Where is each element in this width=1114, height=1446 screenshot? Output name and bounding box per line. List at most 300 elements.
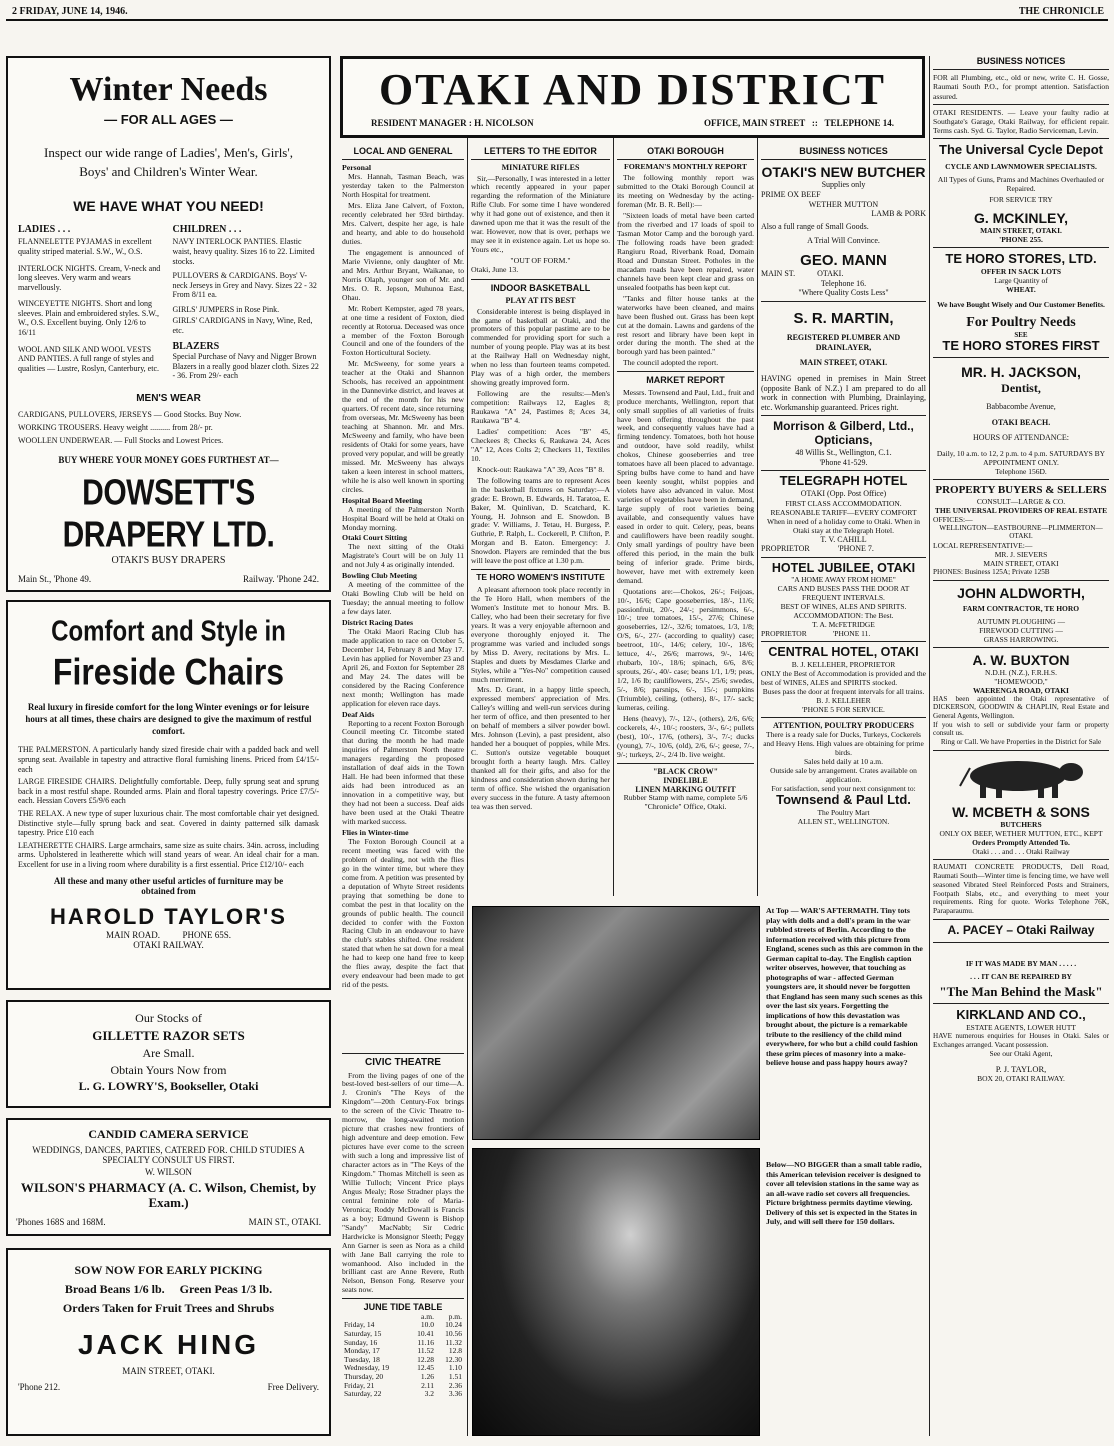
- divider: [761, 301, 926, 302]
- chair-item: THE PALMERSTON. A particularly handy sized fireside chair with a padded back and well sprung seat. Available in tapestry and attractive floral furnishing linens. Priced from £4/15/- each: [18, 745, 319, 774]
- news-paragraph: A meeting of the committee of the Otaki Bowling Club will be held on Tuesday; the annual meeting to follow a few days later.: [342, 580, 464, 617]
- ad-line: "Where Quality Costs Less": [798, 288, 889, 298]
- buy-line: BUY WHERE YOUR MONEY GOES FURTHEST AT—: [58, 455, 279, 466]
- ad-line: LAMB & PORK: [871, 209, 926, 219]
- ad-line: Are Small.: [142, 1045, 195, 1060]
- tide-pm: 12.8: [448, 1346, 462, 1356]
- ad-line: AUTUMN PLOUGHING —: [977, 616, 1065, 626]
- tide-am-header: a.m.: [421, 1311, 434, 1321]
- ad-line: HOURS OF ATTENDANCE:: [972, 433, 1069, 443]
- ad-line: WILSON'S PHARMACY (A. C. Wilson, Chemist, by Exam.): [20, 1179, 317, 1210]
- ad-line: See our Otaki Agent,: [989, 1049, 1053, 1059]
- divider: [933, 357, 1109, 358]
- ad-title: PROPERTY BUYERS & SELLERS: [935, 484, 1107, 497]
- ad-line: Supplies only: [821, 180, 866, 190]
- ad-line: MAIN STREET, OTAKI.: [980, 226, 1062, 236]
- ad-line: WELLINGTON—EASTBOURNE—PLIMMERTON—OTAKI.: [939, 523, 1103, 541]
- television-photo: [472, 1148, 760, 1436]
- ad-line: Dentist,: [1001, 381, 1041, 396]
- ad-line: L. G. LOWRY'S, Bookseller, Otaki: [78, 1079, 259, 1094]
- section-title: OTAKI AND DISTRICT: [378, 65, 887, 114]
- ad-line: Sales held daily at 10 a.m.: [804, 756, 883, 766]
- column-rule: [467, 138, 468, 1436]
- ad-line: "A HOME AWAY FROM HOME": [791, 575, 896, 585]
- letter-place: Otaki, June 13.: [471, 265, 519, 275]
- news-paragraph: Mrs. Eliza Jane Calvert, of Foxton, recently celebrated her 93rd birthday. Mrs. Calvert, despite her age, is hale and hearty, and able to do household duties.: [342, 201, 464, 246]
- tide-day: Monday, 17: [344, 1346, 380, 1356]
- news-paragraph: "Tanks and filter house tanks at the waterworks have been cleaned, and mains have been flushed out. Grass has been kept cut at the domain. Lawns and gardens of the rest resort and library have been kept in order during the month. The shed at the borough yard has been painted.": [617, 293, 754, 357]
- children-heading: CHILDREN . . .: [172, 223, 242, 235]
- tide-day: Wednesday, 19: [344, 1363, 390, 1373]
- subheading: Hospital Board Meeting: [342, 495, 423, 505]
- letter-body: Sir,—Personally, I was interested in a letter which recently appeared in your paper regarding the reformation of the Miniature Rifle Club. For some time I have wondered why it had gone out of existence, and then it dawned upon me that it was the result of the war. However, now that is over, perhaps we may see it in existence again. Let us hope so. Yours etc.,: [471, 173, 610, 255]
- camera-contact: [16, 1217, 321, 1227]
- crow-line: "Chronicle" Office, Otaki.: [644, 802, 727, 812]
- news-paragraph: Ladies' competition: Aces "B" 45, Checkees 8; Checks 6, Raukawa 24, Aces "A" 12, Aces Colts 2; Checkers 11, Textiles 10.: [471, 426, 610, 463]
- ad-line: "The Man Behind the Mask": [939, 983, 1103, 999]
- ad-line: W. WILSON: [145, 1167, 192, 1178]
- subheading: PLAY AT ITS BEST: [505, 296, 576, 306]
- ad-line: LOCAL REPRESENTATIVE:—: [933, 540, 1033, 550]
- ad-title: A. PACEY – Otaki Railway: [947, 923, 1095, 938]
- ad-line: Large Quantity of: [994, 275, 1048, 285]
- news-paragraph: The following monthly report was submitted to the Otaki Borough Council at its meeting on Wednesday by the acting-foreman (Mr. B. R. Bell):—: [617, 173, 754, 210]
- news-paragraph: A pleasant afternoon took place recently in the Te Horo Hall, when members of the Women's Institute met to honour Mrs. B. Calley, who had been their secretary for five years. It was a very enjoyable afternoon and everyone thoroughly enjoyed it. The programme was varied and included songs by Miss D. Avery, recitations by Mrs. L. Staples and duets by Mesdames Clarke and Styles, while a "Yes-No" competition caused much merriment.: [471, 585, 610, 684]
- news-paragraph: Hens (heavy), 7/-, 12/-, (others), 2/6, 6/6; cockerels, 4/-, 10/-; roosters, 3/-, 6/-; pullets (best), 10/-, 17/6, (others), 3/-, 7/-; ducks (young), 7/-, 10/6, (old), 2/6, 6/-; geese, 7/-, 9/-; turkeys, 2/-, 2/4 lb. live weight.: [617, 713, 754, 759]
- ad-title: S. R. MARTIN,: [793, 310, 894, 328]
- ad-line: Also a full range of Small Goods.: [761, 221, 869, 231]
- crow-line: "BLACK CROW": [652, 766, 719, 776]
- divider: [617, 371, 754, 372]
- tide-pm: 10.24: [445, 1320, 462, 1330]
- ad-line: FARM CONTRACTOR, TE HORO: [962, 603, 1080, 613]
- section-heading: CIVIC THEATRE: [365, 1057, 441, 1068]
- ad-line: Otaki . . . and . . . Otaki Railway: [972, 846, 1070, 856]
- ad-line: ONLY OX BEEF, WETHER MUTTON, ETC., KEPT: [939, 828, 1103, 838]
- ad-line: There is a ready sale for Ducks, Turkeys, Cockerels and Heavy Hens. High values are obtaining for prime birds.: [763, 729, 924, 757]
- ad-title: ATTENTION, POULTRY PRODUCERS: [773, 720, 914, 730]
- subheading: FOREMAN'S MONTHLY REPORT: [623, 162, 748, 172]
- mens-item: CARDIGANS, PULLOVERS, JERSEYS — Good Stocks. Buy Now.: [18, 410, 242, 420]
- tide-am: 10.0: [420, 1320, 434, 1330]
- shop-address-railway: Railway. 'Phone 242.: [242, 574, 319, 585]
- banner-info: [343, 118, 922, 128]
- letters-column: [471, 146, 610, 886]
- ad-line: B. J. KELLEHER: [816, 695, 871, 705]
- ad-title: JOHN ALDWORTH,: [957, 584, 1085, 601]
- divider: [761, 641, 926, 642]
- ad-line: OTAKI RESIDENTS. — Leave your faulty radio at Southgate's Garage, Otaki Railway, for efficient repair. Terms cash. Syd. G. Taylor, Radio Serviceman, Levin.: [933, 107, 1109, 135]
- tide-am: 1.26: [420, 1372, 434, 1382]
- ad-line: MAIN ST. OTAKI.: [761, 269, 844, 279]
- ad-line: Broad Beans 1/6 lb. Green Peas 1/3 lb.: [64, 1281, 273, 1296]
- ad-line: MAIN STREET, OTAKI.: [799, 358, 888, 368]
- ad-line: WEDDINGS, DANCES, PARTIES, CATERED FOR. CHILD STUDIES A SPECIALTY CONSULT US FIRST.: [32, 1144, 305, 1166]
- news-paragraph: Mr. Robert Kempster, aged 78 years, at one time a resident of Foxton, died recently at Rotorua. Deceased was once a member of the Foxton Borough Council and one of the founders of the Foxton Horticultural Society.: [342, 303, 464, 358]
- shop-address: MAIN ROAD. PHONE 65S.: [105, 929, 231, 940]
- tide-day: Thursday, 20: [344, 1372, 384, 1382]
- tide-am: 10.41: [417, 1328, 434, 1338]
- otaki-district-banner: [340, 56, 925, 138]
- shop-name: G. MCKINLEY,: [973, 209, 1069, 226]
- ad-line: HAS been appointed the Otaki representative of DICKERSON, GOODWIN & CHAPLIN, Real Estate and General Agents, Wellington.: [933, 694, 1109, 721]
- subheading: Deaf Aids: [342, 709, 375, 719]
- ad-line: FOR SERVICE TRY: [989, 194, 1053, 204]
- divider: [933, 647, 1109, 648]
- ad-line: RAUMATI CONCRETE PRODUCTS, Dell Road, Raumati South—Winter time is fencing time, we have well seasoned Vibrated Steel Reinforced Posts and Strainers, Footpath Slabs, etc., and everything to meet your requirements. Ring for quote. Works Telephone 76K, Paraparaumu.: [933, 861, 1109, 916]
- children-column: [173, 224, 320, 381]
- ad-title: HOTEL JUBILEE, OTAKI: [771, 560, 916, 575]
- ad-slogan: WE HAVE WHAT YOU NEED!: [73, 197, 264, 214]
- ad-title: Morrison & Gilberd, Ltd., Opticians,: [773, 419, 914, 448]
- ad-line: T. A. McFETRIDGE: [812, 620, 875, 630]
- section-heading: JUNE TIDE TABLE: [363, 1302, 443, 1313]
- ad-line: OTAKI BEACH.: [991, 417, 1051, 427]
- resident-manager: RESIDENT MANAGER : H. NICOLSON: [371, 117, 534, 128]
- ad-line: TE HORO STORES FIRST: [942, 338, 1100, 354]
- divider: [933, 104, 1109, 105]
- mens-item: WOOLLEN UNDERWEAR. — Full Stocks and Lowest Prices.: [18, 435, 224, 445]
- ad-line: CARS AND BUSES PASS THE DOOR AT FREQUENT INTERVALS.: [777, 584, 910, 603]
- divider: [933, 942, 1109, 943]
- tide-day: Friday, 14: [344, 1320, 375, 1330]
- ad-line: PHONES: Business 125A; Private 125B: [933, 567, 1050, 576]
- ad-footer: All these and many other useful articles of furniture may be obtained from: [53, 875, 284, 896]
- subheading: Otaki Court Sitting: [342, 533, 407, 543]
- section-heading: LETTERS TO THE EDITOR: [471, 146, 610, 160]
- tide-am: 12.28: [417, 1354, 434, 1364]
- news-paragraph: Quotations are:—Chokos, 26/-; Feijoas, 10/-, 16/6; Cape gooseberries, 18/-, 11/6; passionfruit, 20/-, 24/-; persimmons, 6/-, 10/-; tree tomatoes, 15/-, 27/6; Chinese gooseberries, 12/-, 32/6; tomatoes, 1/3, 1/8; O/S, 6/-, 27/- (according to quality) case; beetroot, 10/-, 14/6; celery, 10/-, 18/6; lettuce, 4/-, 26/6; marrows, 9/-, 14/6; rhubarb, 10/-, 18/6; spinach, 6/6, 8/6; sprouts, 26/-, 40/- case; beans 1/1, 1/9; peas, 1/2, 1/6 lb; cauliflowers, 25/-, 25/6; swedes, 5/-, 8/6; parsnips, 6/-, 15/-; pumpkins (Triumble), ceiling, (others), 8/-, 17/- sack; kumeras, ceiling.: [617, 586, 754, 713]
- divider: [342, 1298, 464, 1299]
- ad-intro: Real luxury in fireside comfort for the long Winter evenings or for leisure hours at all times, these chairs are designed to give the maximum of restful comfort.: [25, 702, 312, 736]
- news-paragraph: Messrs. Townsend and Paul, Ltd., fruit and produce merchants, Wellington, report that only small supplies of all varieties of fruits have been offering throughout the past week, and consequently values have had a firming tendency. Tomatoes, both hot house and outdoor, have sold readily, whilst chokos, Chinese gooseberries and tree tomatoes have all been placed to advantage. Spring bulbs have come to hand and have been keenly sought, whilst poppies and violets have also advanced in value. Most varieties of vegetables have been in demand, large supply of root varieties being available, and consequently values have eased in order to quit. Celery, peas, beans and cauliflowers have been readily sought. Only small yardings of poultry have been offered this period, in the main the bulk being of inferior grade. Prime birds, however, have met with extremely keen demand.: [617, 387, 754, 585]
- ad-title: Winter Needs: [69, 71, 268, 108]
- children-item: NAVY INTERLOCK PANTIES. Elastic waist, heavy quality. Sizes 16 to 22. Limited stocks.: [172, 237, 315, 266]
- crow-line: Rubber Stamp with name, complete 5/6: [623, 793, 748, 803]
- tide-pm: 11.32: [445, 1337, 462, 1347]
- shop-town: OTAKI RAILWAY.: [133, 939, 204, 950]
- tide-pm: 12.30: [445, 1354, 462, 1364]
- tide-am: 2.11: [421, 1380, 434, 1390]
- tide-am: 3.2: [424, 1389, 434, 1399]
- ad-line: 'PHONE 255.: [999, 235, 1043, 245]
- ad-line: CONSULT—LARGE & CO.: [976, 496, 1066, 506]
- subheading: District Racing Dates: [342, 618, 414, 628]
- ad-line: GILLETTE RAZOR SETS: [92, 1027, 245, 1043]
- news-paragraph: Reporting to a recent Foxton Borough Council meeting Cr. Titcombe stated that during the month he had made inquiries of Palmerston North theatre managers regarding the proposed installation of deaf aids in the Town Hall. He had been informed that these aids had been introduced as an innovation in a competitive way, but they had not been a success. Deaf aids have been used at the Otaki Theatre with marked success.: [342, 718, 464, 827]
- news-paragraph: A meeting of the Palmerston North Hospital Board will be held at Otaki on Monday morning.: [342, 504, 464, 532]
- section-heading: TE HORO WOMEN'S INSTITUTE: [476, 572, 605, 583]
- section-heading: BUSINESS NOTICES: [933, 56, 1109, 70]
- ad-line: . . . IT CAN BE REPAIRED BY: [970, 971, 1072, 981]
- table-row: [342, 1390, 464, 1399]
- divider: [933, 859, 1109, 860]
- shop-tagline: OTAKI'S BUSY DRAPERS: [111, 554, 226, 566]
- news-paragraph: Mr. McSweeny, for some years a teacher at the Otaki and Shannon Schools, has received an appointment in the Dannevirke district, and leaves at the end of the month for his new quarters. Of recent date, since returning from overseas, Mr. McSweeny has been teaching at Shannon. Mr. and Mrs. McSweeny and family, who have been residents of Otaki for some years, have proved very popular, and will be greatly missed. Mr. McSweeny has always taken a keen interest in school matters, while he is also well known in sporting circles.: [342, 359, 464, 494]
- divider: [761, 717, 926, 718]
- shop-address: MAIN STREET, OTAKI.: [122, 1365, 215, 1376]
- borough-column: [617, 146, 754, 886]
- ad-line: HAVE numerous enquiries for Houses in Otaki. Sales or Exchanges arranged. Vacant possession.: [933, 1031, 1109, 1049]
- news-paragraph: The council adopted the report.: [623, 358, 719, 368]
- tide-pm: 2.36: [448, 1380, 462, 1390]
- fireside-chairs-ad: [6, 600, 331, 990]
- tide-pm: 1.51: [448, 1372, 462, 1382]
- ad-line: "HOMEWOOD,": [994, 676, 1048, 686]
- page-date: 2 FRIDAY, JUNE 14, 1946.: [12, 6, 128, 17]
- ladies-item: INTERLOCK NIGHTS. Cream, V-neck and long sleeves. Very warm and wears marvellously.: [18, 263, 161, 292]
- chair-item: LARGE FIRESIDE CHAIRS. Delightfully comfortable. Deep, fully sprung seat and sprung back in a most restful shape. Rounded arms. Plain and floral tapestry coverings. Price £7/5/- each. Hessian Covers £5/9/6 each: [18, 777, 319, 806]
- news-paragraph: Considerable interest is being displayed in the game of basketball at Otaki, and the promoters of this popular pastime are to be commended for providing sport for such a number of young people. Play was at its best at the Railway Hall on Wednesday night, when no less than fourteen teams competed. Play was of a high order, the members showing greatly improved form.: [471, 306, 610, 388]
- ad-line: For Poultry Needs: [966, 314, 1076, 330]
- caption-text: At Top — WAR'S AFTERMATH. Tiny tots play with dolls and a doll's pram in the war rubbled streets of Berlin. According to the information received with this picture from England, scenes such as this are common in the German capital to-day. The English caption writer observes, however, that touching as photographs of war - affected German youngsters are, it should never be forgotten that England has seen many such scenes as this over the last six years. Forgetting the implications of how this devastation was brought about, the picture is a remarkable tribute to the resiliency of the child mind everywhere, for who but a child could fashion these grim pieces of masonry into a make-believe house and pass happy hours away?: [766, 906, 923, 1067]
- ad-line: CYCLE AND LAWNMOWER SPECIALISTS.: [945, 161, 1097, 171]
- ad-line: BUTCHERS: [1000, 819, 1042, 829]
- divider: [617, 763, 754, 764]
- ad-intro: Inspect our wide range of Ladies', Men's, Girls', Boys' and Children's Winter Wear.: [44, 145, 293, 179]
- ad-line: MR. J. SIEVERS: [994, 549, 1048, 559]
- divider: [933, 479, 1109, 480]
- ad-line: PRIME OX BEEF: [761, 190, 821, 200]
- shop-name: GEO. MANN: [800, 252, 887, 269]
- ad-line: BEST OF WINES, ALES AND SPIRITS.: [780, 602, 907, 612]
- ladies-heading: LADIES . . .: [18, 223, 71, 235]
- divider: [933, 580, 1109, 581]
- bull-illustration: [933, 754, 1109, 802]
- ad-line: Orders Promptly Attended To.: [972, 837, 1070, 847]
- ad-line: Telephone 16.: [820, 278, 867, 288]
- divider: [933, 1003, 1109, 1004]
- divider: [761, 557, 926, 558]
- tide-pm: 1.10: [448, 1363, 462, 1373]
- ad-line: HAVING opened in premises in Main Street (opposite Bank of N.Z.) I am prepared to do all work in connection with Plumbing, Drainlaying, etc. Workmanship guaranteed. Prices right.: [761, 374, 926, 412]
- tide-pm: 3.36: [448, 1389, 462, 1399]
- crow-line: INDELIBLE: [663, 775, 708, 785]
- section-heading: MARKET REPORT: [646, 375, 725, 386]
- ad-columns: [18, 224, 319, 381]
- column-rule: [613, 138, 614, 896]
- ad-line: THE UNIVERSAL PROVIDERS OF REAL ESTATE: [934, 505, 1108, 515]
- ladies-column: [18, 224, 165, 381]
- ladies-item: WOOL AND SILK AND WOOL VESTS AND PANTIES. A full range of styles and qualities — Lustre, Roslyn, Canterbury, etc.: [18, 344, 160, 373]
- news-paragraph: The engagement is announced of Marie Vivienne, only daughter of Mr. and Mrs. Arthur Bryant, Waikanae, to Norris Olaph, younger son of Mr. and Mrs. O. R. Jepson, Muhunoa East, Ohau.: [342, 247, 464, 302]
- ad-line: The Poultry Mart: [817, 807, 870, 817]
- ad-line: If you wish to sell or subdivide your farm or property consult us.: [933, 720, 1109, 738]
- ad-line: 48 Willis St., Wellington, C.1.: [795, 448, 892, 458]
- ad-title: KIRKLAND AND CO.,: [956, 1006, 1086, 1022]
- ad-line: ALLEN ST., WELLINGTON.: [797, 816, 890, 826]
- shop-contact: [18, 1382, 319, 1392]
- shop-name: Townsend & Paul Ltd.: [776, 791, 911, 807]
- section-heading: OTAKI BOROUGH: [617, 146, 754, 160]
- bull-icon: [946, 754, 1096, 800]
- tide-table: [342, 1313, 464, 1399]
- ad-title: The Universal Cycle Depot: [939, 142, 1103, 157]
- ad-line: ESTATE AGENTS, LOWER HUTT: [966, 1022, 1076, 1032]
- section-heading: INDOOR BASKETBALL: [490, 283, 591, 294]
- ad-line: WAERENGA ROAD, OTAKI: [973, 685, 1069, 695]
- column-rule: [929, 56, 930, 1436]
- ad-line: CANDID CAMERA SERVICE: [88, 1127, 249, 1141]
- ad-line: ACCOMMODATION: The Best.: [793, 611, 894, 621]
- ad-line: 'Phone 41-529.: [819, 457, 868, 467]
- ad-line: REGISTERED PLUMBER AND DRAINLAYER,: [786, 333, 901, 352]
- ad-line: WHEAT.: [1006, 284, 1036, 294]
- ad-line: 'PHONE 5 FOR SERVICE.: [802, 704, 885, 714]
- news-paragraph: From the living pages of one of the best-loved best-sellers of our time—A. J. Cronin's "The Keys of the Kingdom"—20th Century-Fox brings to the screen of the Civic Theatre to-morrow, the long-awaited motion picture that crashes new frontiers of high adventure and deep emotion. Few pictures have ever come to the screen with such a long and impressive list of character actors as in "The Keys of the Kingdom." Thomas Mitchell is seen as Willie Tulloch; Vincent Price plays Angus Mealy; Rose Stradner plays the central feminine role of Maria-Veronica; Roddy McDowall is Francis as a boy; Edmund Gwenn is Bishop "Sandy" MacNabb; Sir Cedric Hardwicke is Monsignor Sleeth; Peggy Ann Garner is seen as Nora as a child with Jane Ball carrying the role to womanhood. Also included in the brilliant cast are Anne Revere, Ruth Nelson, Benson Fong. Reserve your seats now.: [342, 1070, 464, 1295]
- ad-subtitle: — FOR ALL AGES —: [104, 112, 233, 128]
- ad-line: We have Bought Wisely and Our Customer Benefits.: [937, 299, 1105, 309]
- ad-line: A Trial Will Convince.: [807, 236, 880, 246]
- shop-name: DOWSETT'S DRAPERY LTD.: [62, 472, 275, 554]
- children-item: PULLOVERS & CARDIGANS. Boys' V-neck Jerseys in Grey and Navy. Sizes 22 - 32 From 8/11 ea.: [172, 271, 317, 300]
- ad-line: Ring or Call. We have Properties in the District for Sale: [940, 738, 1102, 747]
- jack-hing-ad: [6, 1248, 331, 1436]
- shop-name: HAROLD TAYLOR'S: [50, 904, 287, 930]
- news-paragraph: "Sixteen loads of metal have been carted from the riverbed and 17 loads of spoil to Tasman Motor Camp and the borough yard. The following roads have been graded: Rangiuru Road, Riverbank Road, Domain Road and Dunstan Street. Potholes in the macadam roads have been repaired, water channels have been kept clear and grass on unsealed footpaths has been kept cut.: [617, 211, 754, 292]
- ad-line: Outside sale by arrangement. Crates available on application.: [770, 765, 917, 784]
- ad-title: TELEGRAPH HOTEL: [779, 473, 908, 489]
- ad-line: MAIN STREET, OTAKI: [983, 558, 1059, 568]
- crow-line: LINEN MARKING OUTFIT: [635, 785, 736, 795]
- divider: [761, 415, 926, 416]
- ad-title: MR. H. JACKSON,: [961, 364, 1081, 381]
- ad-line: OTAKI (Opp. Post Office): [800, 489, 887, 499]
- letter-signature: "OUT OF FORM.": [510, 256, 571, 266]
- blazers-heading: BLAZERS: [172, 340, 220, 352]
- ad-line: SOW NOW FOR EARLY PICKING: [74, 1263, 263, 1277]
- children-item: GIRLS' CARDIGANS in Navy, Wine, Red, etc.: [172, 316, 313, 336]
- ad-line: WETHER MUTTON: [808, 199, 879, 209]
- tide-day: Tuesday, 18: [344, 1354, 380, 1364]
- children-item: GIRLS' JUMPERS in Rose Pink.: [172, 304, 280, 314]
- tide-am: 11.16: [417, 1337, 434, 1347]
- subheading: Bowling Club Meeting: [342, 571, 417, 581]
- news-paragraph: The following teams are to represent Aces in the basketball fixtures on Saturday:—A grade: E. Brown, B. Edwards, H. Taratoa, E. Baker, M. Quinlivan, D. Scatchard, K. Young, H. Johnson and E. Snowdon. B grade: V. Williams, J. Tetau, H. Burgess, P. Guthrie, P. Ralph, L. Cockerell, P. Clifton, P. Morgan and B. Eaton. Emergency: J. Snowdon. Players are reminded that the bus will leave the post office at 1.30 p.m.: [471, 475, 610, 566]
- ladies-item: WINCEYETTE NIGHTS. Short and long sleeves. Plain and embroidered styles. S.W., W., O.S. Excellent buying. Only 12/6 to 16/11: [18, 299, 160, 338]
- section-heading: LOCAL AND GENERAL: [342, 146, 464, 160]
- civic-theatre-column: [342, 1050, 464, 1436]
- shop-address-main: Main St., 'Phone 49.: [18, 574, 92, 585]
- ad-line: Telephone 156D.: [995, 467, 1047, 477]
- blazers-text: Special Purchase of Navy and Nigger Brown Blazers in a really good blazer cloth. Sizes 22 - 36. From 29/- each: [172, 352, 319, 381]
- chair-item: THE RELAX. A new type of super luxurious chair. The most comfortable chair yet designed. Distinctive style—fully sprung back and seat. Covered in dainty patterned silk damask tapestry. Price £10 each: [18, 809, 319, 838]
- ad-line: FIRST CLASS ACCOMMODATION. REASONABLE TARIFF—EVERY COMFORT: [770, 498, 917, 517]
- photo-caption-bottom: [766, 1160, 924, 1310]
- ad-line: T. V. CAHILL: [820, 534, 867, 544]
- ad-line: PROPRIETOR 'PHONE 11.: [761, 629, 871, 639]
- ad-title-2: Fireside Chairs: [52, 650, 285, 693]
- gillette-ad: [6, 1000, 331, 1108]
- chair-item: LEATHERETTE CHAIRS. Large armchairs, same size as suite chairs. 34in. across, including arms. Upholstered in leatherette which will stand years of wear. An ideal chair for a man. Excellent for use in a living room where durability is a first essential. Price £12/10/- each: [18, 840, 319, 869]
- tide-day: Saturday, 15: [344, 1328, 382, 1338]
- news-paragraph: The Foxton Borough Council at a recent meeting was faced with the problem of dealing, not with the flies go in the winter time, but where they come from. A petition was presented by a deputation of Whyte Street residents praying that something be done to combat the pest in that locality on the grounds of public health. The council decided to confer with the Foxton Racing Club in an endeavour to have the club's stables shifted. One resident stated that when he sat down for a meal he had to keep one hand free to keep the flies away, despite the fact that every endeavour had been made to get rid of the pests.: [342, 836, 464, 990]
- mens-heading: MEN'S WEAR: [136, 392, 201, 404]
- news-paragraph: The Otaki Maori Racing Club has made application to race on October 5, December 14, February 8 and May 17. Levin has applied for November 23 and April 26, and Foxton for September 28 and May 24. The dates will be considered by the Racing Conference next month; Wellington has made application for eleven race days.: [342, 627, 464, 708]
- ad-line: IF IT WAS MADE BY MAN . . . . .: [965, 958, 1077, 968]
- divider: [933, 247, 1109, 248]
- divider: [471, 279, 610, 280]
- shop-delivery: Free Delivery.: [267, 1381, 319, 1392]
- office-info: OFFICE, MAIN STREET :: TELEPHONE 14.: [704, 117, 894, 128]
- divider: [933, 919, 1109, 920]
- ad-line: Our Stocks of: [135, 1011, 202, 1025]
- tide-day: Sunday, 16: [344, 1337, 378, 1347]
- ad-line: When in need of a holiday come to Otaki. When in Otaki stay at the Telegraph Hotel.: [767, 516, 920, 535]
- shop-name: JACK HING: [77, 1329, 259, 1361]
- column-rule: [757, 138, 758, 896]
- ad-title: TE HORO STORES, LTD.: [945, 251, 1097, 267]
- ad-title: OTAKI'S NEW BUTCHER: [761, 164, 926, 181]
- ad-line: Obtain Yours Now from: [110, 1062, 227, 1077]
- ad-line: Orders Taken for Fruit Trees and Shrubs: [62, 1300, 275, 1315]
- divider: [933, 138, 1109, 139]
- ad-line: Buses pass the door at frequent intervals for all trains.: [762, 686, 925, 696]
- ad-line: P. J. TAYLOR,: [995, 1064, 1047, 1075]
- ad-line: Daily, 10 a.m. to 12, 2 p.m. to 4 p.m. SATURDAYS BY APPOINTMENT ONLY.: [936, 449, 1106, 468]
- subheading: Personal: [342, 163, 372, 173]
- news-paragraph: Mrs. D. Grant, in a happy little speech, expressed members' appreciation of Mrs. Calley's willing and well-run services during her term of office, and then presented to her on behalf of members a silver powder bowl. Mrs. Johnson (Levin), a past president, also handed her a bouquet of poppies, while Mrs. C. Sutton's outsize vegetable bouquet brought forth a hearty laugh. Mrs. Calley thanked all for their gifts, and also for the kindness and consideration shown during her term of office. She wished the organisation every success in the future. A tasty afternoon tea was then served.: [471, 685, 610, 811]
- divider: [761, 470, 926, 471]
- ad-line: N.D.H. (N.Z.), F.R.H.S.: [985, 667, 1057, 677]
- winter-needs-ad: [6, 56, 331, 592]
- tide-am: 12.45: [417, 1363, 434, 1373]
- ad-line: SEE: [1014, 331, 1028, 340]
- ad-line: B. J. KELLEHER, PROPRIETOR: [791, 659, 896, 669]
- camera-service-ad: [6, 1118, 331, 1236]
- ad-line: All Types of Guns, Prams and Machines Overhauled or Repaired.: [937, 174, 1105, 193]
- news-paragraph: Mrs. Hannah, Tasman Beach, was yesterday taken to the Palmerston North Hospital for treatment.: [342, 172, 464, 200]
- ad-title: Comfort and Style in: [51, 615, 286, 648]
- subheading: MINIATURE RIFLES: [501, 163, 580, 173]
- ladies-item: FLANNELETTE PYJAMAS in excellent quality striped material. S.W., W., O.S.: [18, 237, 152, 256]
- tide-pm-header: p.m.: [448, 1311, 462, 1321]
- ad-line: GRASS HARROWING.: [983, 634, 1059, 644]
- ad-line: OFFER IN SACK LOTS: [980, 266, 1062, 276]
- news-paragraph: Knock-out: Raukawa "A" 39, Aces "B" 8.: [477, 464, 605, 474]
- tide-pm: 10.56: [445, 1328, 462, 1338]
- right-business-notices: [933, 56, 1109, 1436]
- ad-title: A. W. BUXTON: [972, 651, 1070, 668]
- berlin-photo: [472, 906, 760, 1140]
- business-notices-column: [761, 146, 926, 906]
- mens-item: WORKING TROUSERS. Heavy weight .......... from 28/- pr.: [18, 423, 213, 433]
- ad-line: For satisfaction, send your next consignment to:: [771, 783, 916, 793]
- subheading: Flies in Winter-time: [342, 827, 409, 837]
- ad-title: W. MCBETH & SONS: [952, 803, 1090, 820]
- ad-line: PROPRIETOR 'PHONE 7.: [761, 544, 874, 554]
- ad-line: OFFICES:—: [933, 514, 973, 524]
- divider: [471, 569, 610, 570]
- divider: [342, 1053, 464, 1054]
- caption-text: Below—NO BIGGER than a small table radio, this American television receiver is designed to cover all television stations in the same way as an all-wave radio set covers all frequencies. Picture brightness permits daytime viewing. Delivery of this set is expected in the States in July, and will sell there for 150 dollars.: [766, 1160, 922, 1226]
- tide-day: Friday, 21: [344, 1380, 375, 1390]
- section-heading: BUSINESS NOTICES: [761, 146, 926, 160]
- shop-address: [18, 574, 319, 584]
- ad-line: FIREWOOD CUTTING —: [979, 625, 1063, 635]
- camera-phone: 'Phones 168S and 168M.: [16, 1216, 106, 1227]
- camera-address: MAIN ST., OTAKI.: [248, 1216, 321, 1227]
- shop-phone: 'Phone 212.: [18, 1381, 61, 1392]
- ad-line: Babbacombe Avenue,: [986, 402, 1056, 412]
- news-paragraph: The next sitting of the Otaki Magistrate's Court will be on July 11 and not July 4 as originally intended.: [342, 542, 464, 570]
- news-paragraph: Following are the results:—Men's competition: Railways 12, Eagles 8; Raukawa "A" 24, Pastimes 8; Aces 34, Raukawa "B" 4.: [471, 389, 610, 425]
- photo-caption-top: [766, 906, 924, 1156]
- divider: [933, 750, 1109, 751]
- tide-am: 11.52: [417, 1346, 434, 1356]
- ad-line: ONLY the Best of Accommodation is provided and the best of WINES, ALES and SPIRITS stocked.: [761, 668, 926, 687]
- ad-line: BOX 20, OTAKI RAILWAY.: [977, 1074, 1065, 1084]
